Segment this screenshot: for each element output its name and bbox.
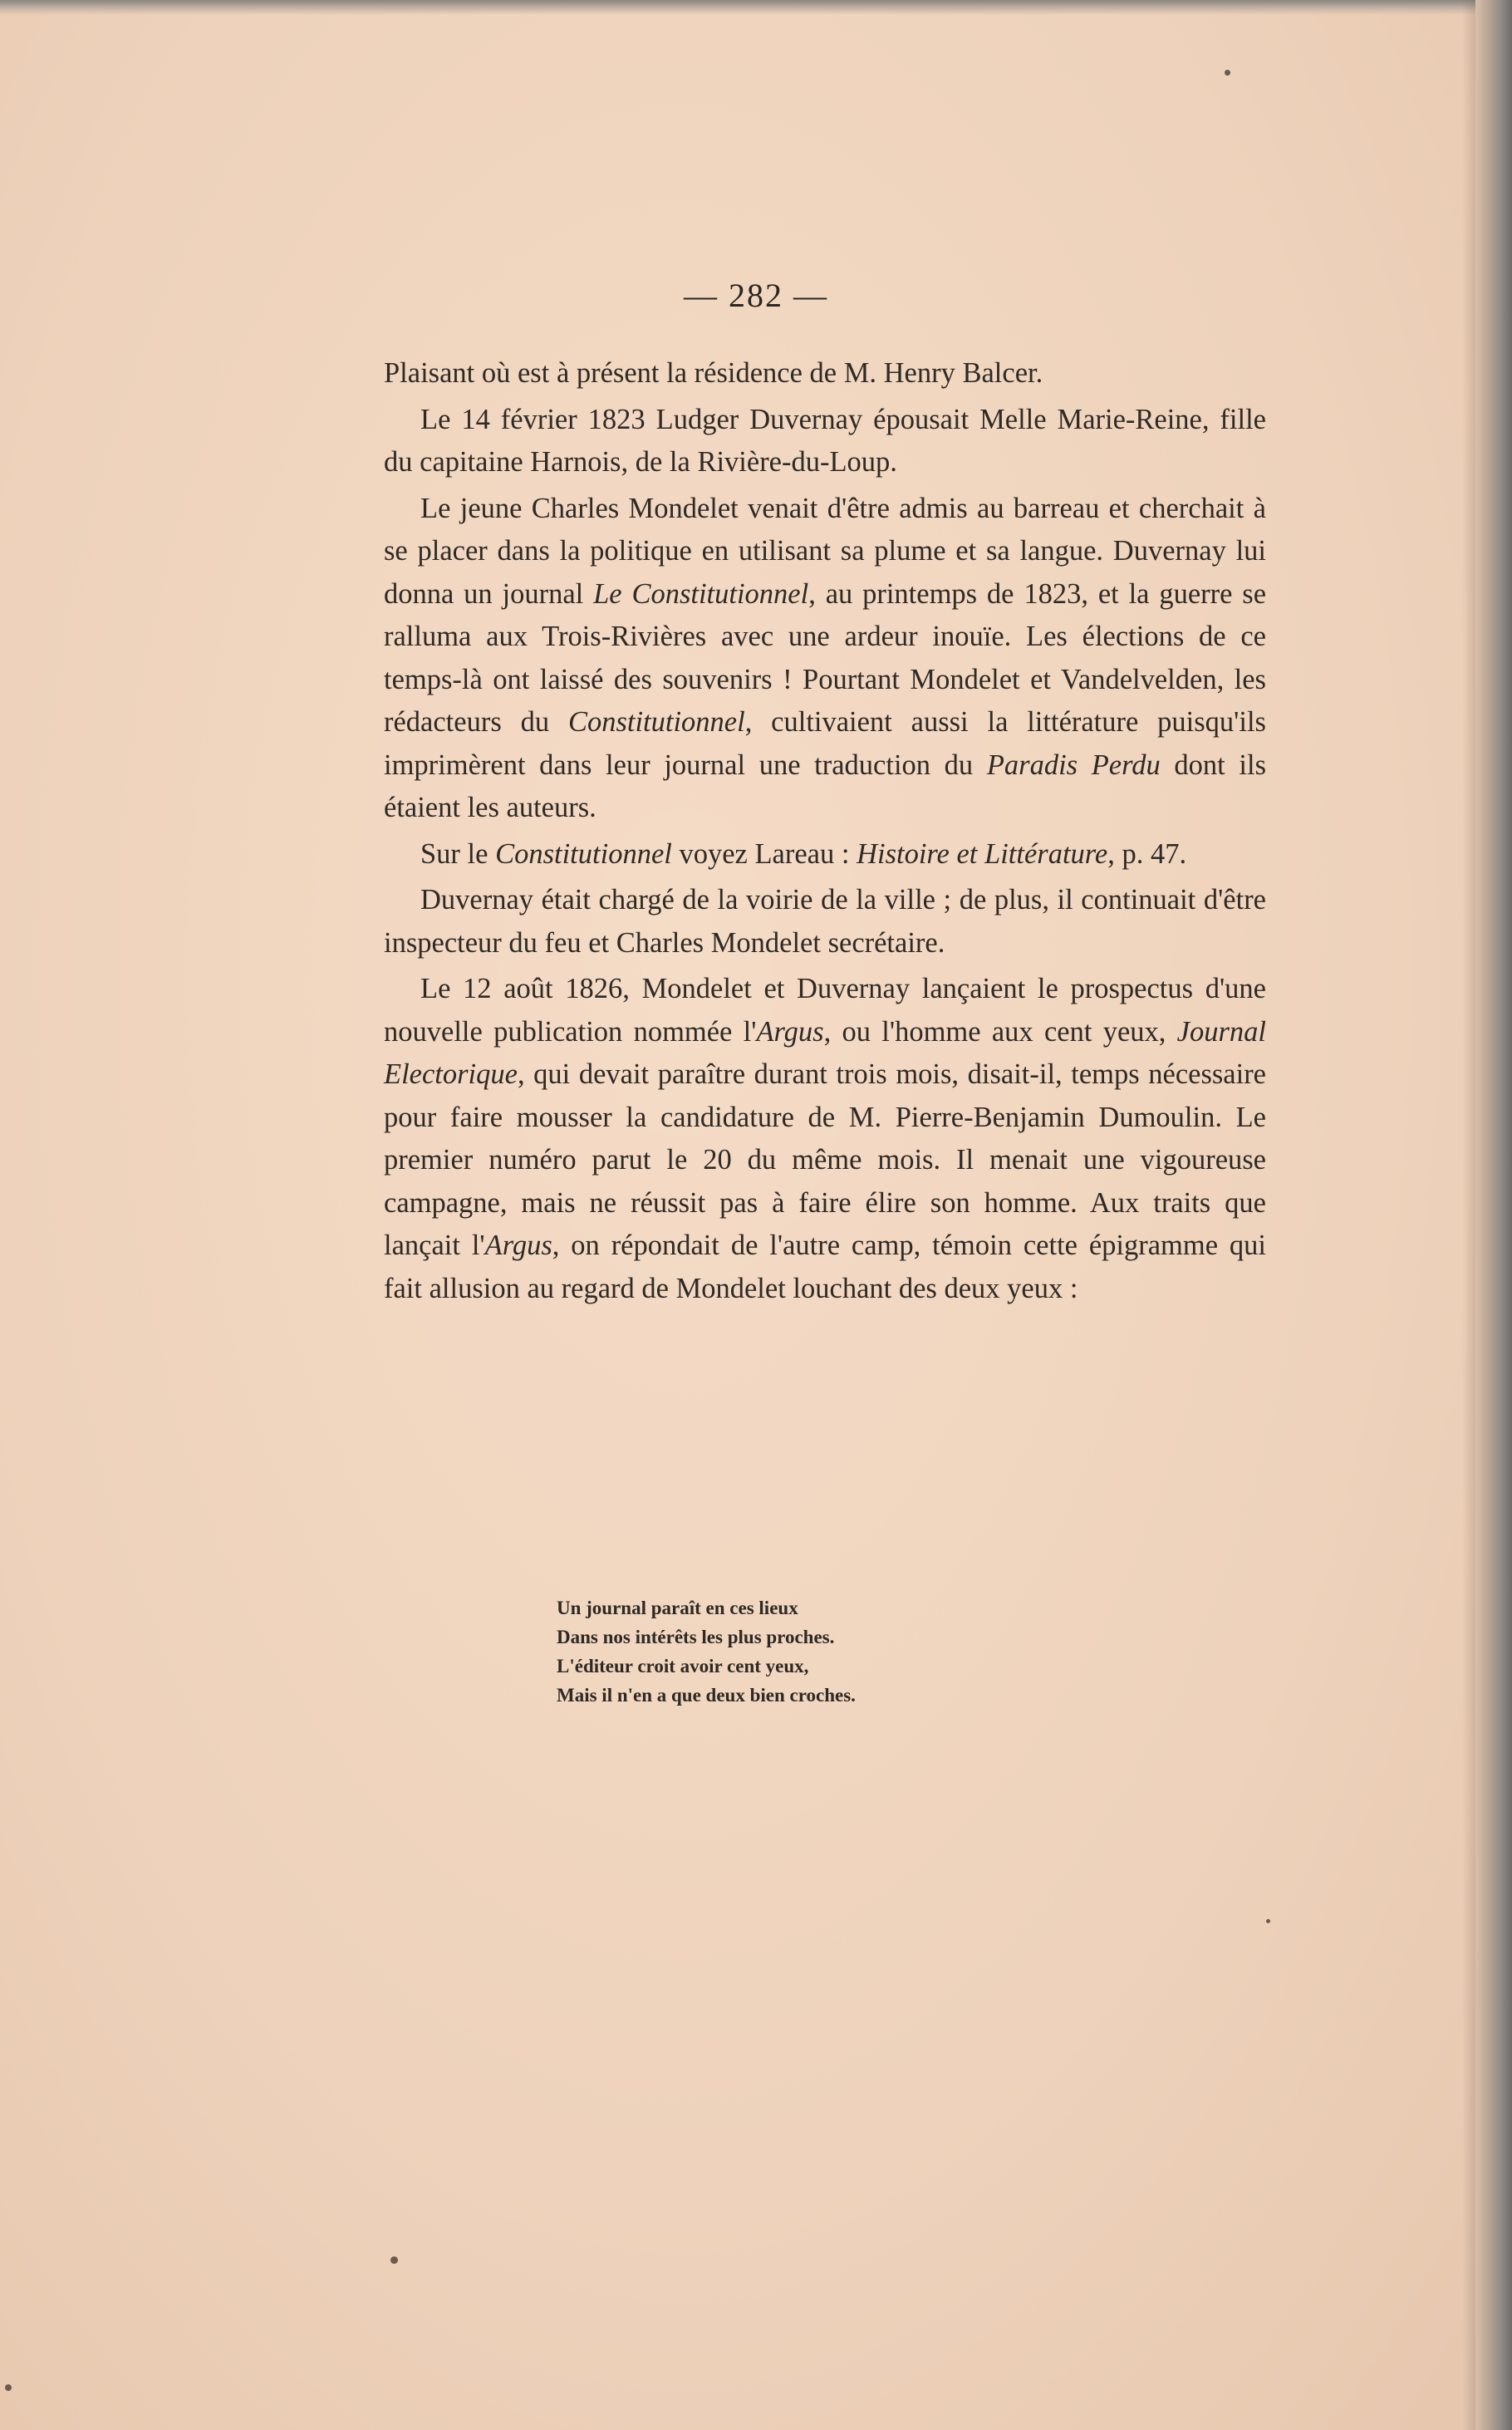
text-run: dont ils étaient les auteurs. [384, 749, 1267, 823]
text-run: Le 12 août 1826, Mondelet et Duvernay lançaient le prospectus d'une nouvelle publication nommée l' [384, 973, 1266, 1048]
text-run: , cultivaient aussi la littérature puisqu'ils imprimèrent dans leur journal une traduction du [384, 706, 1266, 781]
italic-title: Histoire et Littérature [857, 837, 1108, 870]
paper-speck [390, 2256, 398, 2264]
paragraph [384, 833, 1266, 876]
text-run: Le 14 février 1823 Ludger Duvernay épousait Melle Marie-Reine, fille du capitaine Harnois, de la Rivière-du-Loup. [384, 403, 1266, 478]
text-run: Sur le [420, 837, 496, 870]
paper-speck [5, 2384, 12, 2391]
page-right-edge [1475, 0, 1512, 2430]
text-run: Duvernay était chargé de la voirie de la ville ; de plus, il continuait d'être inspecteur du feu et Charles Mondelet secrétaire. [384, 884, 1266, 959]
text-run: , p. 47. [1107, 837, 1187, 870]
paper-speck [1225, 70, 1230, 76]
text-run: , au printemps de 1823, et la guerre se ralluma aux Trois-Rivières avec une ardeur inouïe. Les élections de ce temps-là ont laissé des souvenirs ! Pourtant Mondelet et Vandelvelden, les rédacteurs du [384, 577, 1267, 738]
paper-speck [1266, 1919, 1270, 1923]
page-number: — 282 — [684, 277, 828, 314]
text-run: , on répondait de l'autre camp, témoin cette épigramme qui fait allusion au regard de Mondelet louchant des deux yeux : [384, 1230, 1266, 1304]
italic-title: Argus [484, 1230, 552, 1261]
poem-line: Dans nos intérêts les plus proches. [557, 1627, 835, 1647]
paragraph [384, 968, 1266, 1310]
italic-title: Le Constitutionnel [593, 577, 809, 610]
paragraph [384, 399, 1266, 484]
text-run: voyez Lareau : [671, 837, 857, 870]
epigram-poem [557, 1593, 856, 1710]
text-run: , ou l'homme aux cent yeux, [823, 1015, 1177, 1048]
italic-title: Constitutionnel [495, 837, 672, 870]
page-fold-shadow [1462, 0, 1475, 2430]
text-run: , qui devait paraître durant trois mois, disait-il, temps nécessaire pour faire mousser la candidature de M. Pierre-Benjamin Dumoulin. Le premier numéro parut le 20 du même mois. Il menait une vigoureuse campagne, mais ne réussit pas à faire élire son homme. Aux traits que lançait l' [384, 1058, 1266, 1261]
body-text [384, 352, 1266, 1313]
poem-line: Un journal paraît en ces lieux [557, 1598, 798, 1618]
paragraph [384, 879, 1266, 965]
poem-line: Mais il n'en a que deux bien croches. [557, 1685, 856, 1706]
italic-title: Constitutionnel [567, 706, 745, 738]
text-run: Plaisant où est à présent la résidence de M. Henry Balcer. [384, 357, 1043, 389]
poem-line: L'éditeur croit avoir cent yeux, [557, 1656, 809, 1676]
italic-title: Argus [756, 1015, 824, 1048]
text-run: Le jeune Charles Mondelet venait d'être admis au barreau et cherchait à se placer dans la politique en utilisant sa plume et sa langue. Duvernay lui donna un journal [384, 492, 1266, 610]
italic-title: Paradis Perdu [986, 749, 1161, 781]
paragraph [384, 488, 1266, 830]
italic-title: Journal Electorique [384, 1015, 1266, 1090]
page-top-edge [0, 0, 1512, 15]
paragraph [384, 352, 1266, 395]
